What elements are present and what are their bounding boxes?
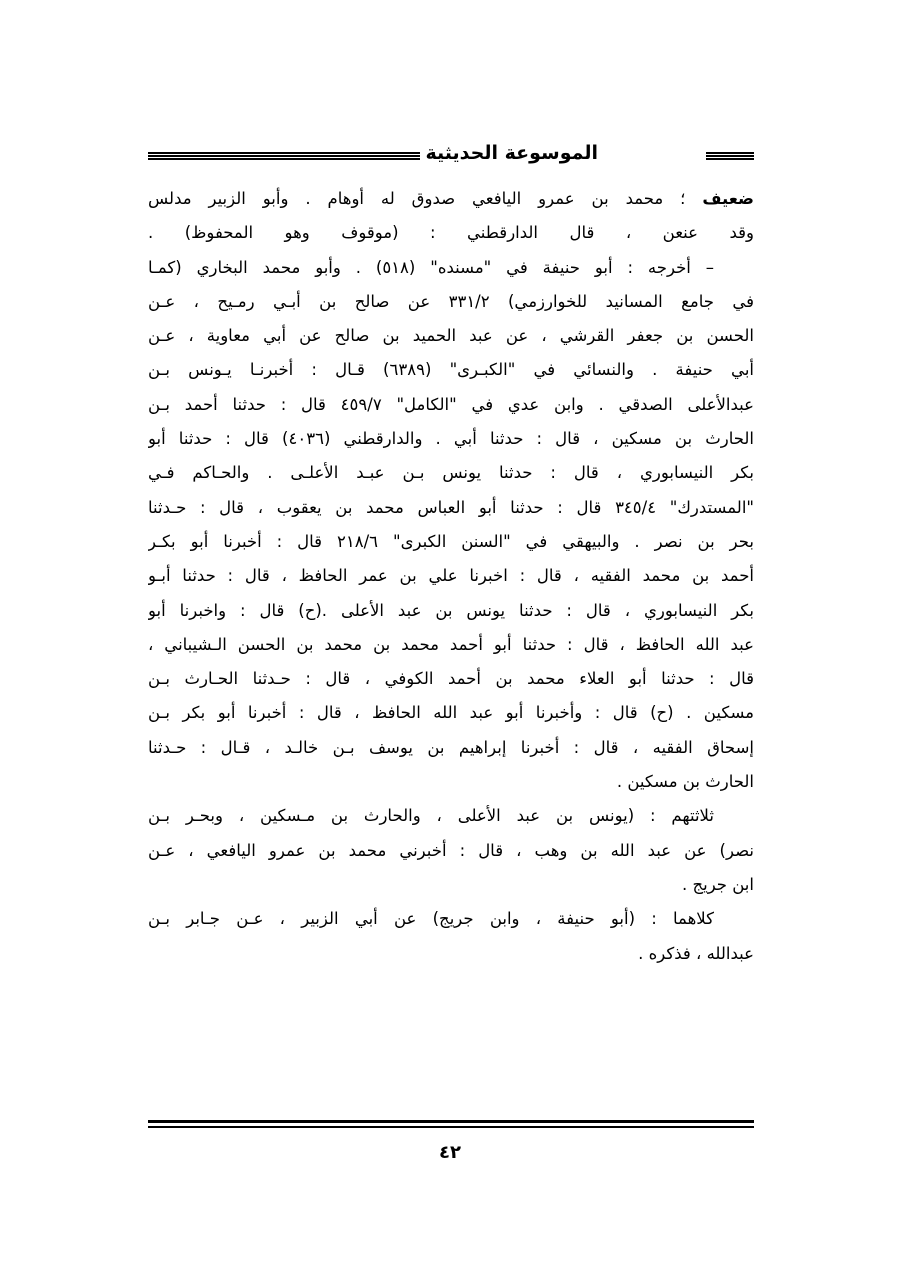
text-line: بكر النيسابوري ، قال : حدثنا يونس بـن عبـد الأعلـى . والحـاكم فـي	[148, 463, 754, 483]
line-text: ؛ محمد بن عمرو اليافعي صدوق له أوهام . وأبو الزبير مدلس	[148, 189, 703, 208]
text-line: أحمد بن محمد الفقيه ، قال : اخبرنا علي بن عمر الحافظ ، قال : حدثنا أبـو	[148, 566, 754, 586]
text-line: الحسن بن جعفر القرشي ، عن عبد الحميد بن صالح عن أبي معاوية ، عـن	[148, 326, 754, 346]
text-line: مسكين . (ح) قال : وأخبرنا أبو عبد الله الحافظ ، قال : أخبرنا أبو بكر بـن	[148, 703, 754, 723]
text-line: عبد الله الحافظ ، قال : حدثنا أبو أحمد محمد بن محمد بن الحسن الـشيباني ،	[148, 634, 754, 654]
text-line: الحارث بن مسكين ، قال : حدثنا أبي . والدارقطني (٤٠٣٦) قال : حدثنا أبو	[148, 429, 754, 449]
text-line: نصر) عن عبد الله بن وهب ، قال : أخبرني محمد بن عمرو اليافعي ، عـن	[148, 840, 754, 860]
text-line: وقد عنعن ، قال الدارقطني : (موقوف وهو المحفوظ) .	[148, 223, 754, 243]
text-line: إسحاق الفقيه ، قال : أخبرنا إبراهيم بن يوسف بـن خالـد ، قـال : حـدثنا	[148, 737, 754, 757]
footer-rule	[148, 1120, 754, 1130]
text-line: ثلاثتهم : (يونس بن عبد الأعلى ، والحارث بن مـسكين ، وبحـر بـن	[148, 806, 714, 826]
running-header	[148, 140, 754, 176]
text-line: ابن جريج .	[681, 874, 754, 894]
text-line: بكر النيسابوري ، قال : حدثنا يونس بن عبد الأعلى .(ح) قال : واخبرنا أبو	[148, 600, 754, 620]
text-line: قال : حدثنا أبو العلاء محمد بن أحمد الكوفي ، قال : حـدثنا الحـارث بـن	[148, 669, 754, 689]
body-text	[148, 182, 754, 971]
text-line: – أخرجه : أبو حنيفة في "مسنده" (٥١٨) . وأبو محمد البخاري (كمـا	[148, 257, 714, 277]
text-line: عبدالله ، فذكره .	[638, 943, 754, 963]
grade-label: ضعيف	[702, 189, 754, 208]
text-line: "المستدرك" ٣٤٥/٤ قال : حدثنا أبو العباس محمد بن يعقوب ، قال : حـدثنا	[148, 497, 754, 517]
text-line: كلاهما : (أبو حنيفة ، وابن جريج) عن أبي الزبير ، عـن جـابر بـن	[148, 909, 714, 929]
text-line: بحر بن نصر . والبيهقي في "السنن الكبرى" ٢١٨/٦ قال : أخبرنا أبو بكـر	[148, 531, 754, 551]
text-line: أبي حنيفة . والنسائي في "الكبـرى" (٦٣٨٩) قـال : أخبرنـا يـونس بـن	[148, 360, 754, 380]
text-line: عبدالأعلى الصدقي . وابن عدي في "الكامل" ٤٥٩/٧ قال : حدثنا أحمد بـن	[148, 394, 754, 414]
text-line	[148, 182, 754, 216]
text-line: الحارث بن مسكين .	[616, 772, 754, 792]
header-rule-right	[706, 152, 754, 161]
page-number: ٤٢	[439, 1142, 461, 1163]
text-line: في جامع المسانيد للخوارزمي) ٣٣١/٢ عن صالح بن أبـي رمـيح ، عـن	[148, 291, 754, 311]
header-title: الموسوعة الحديثية	[420, 142, 605, 164]
